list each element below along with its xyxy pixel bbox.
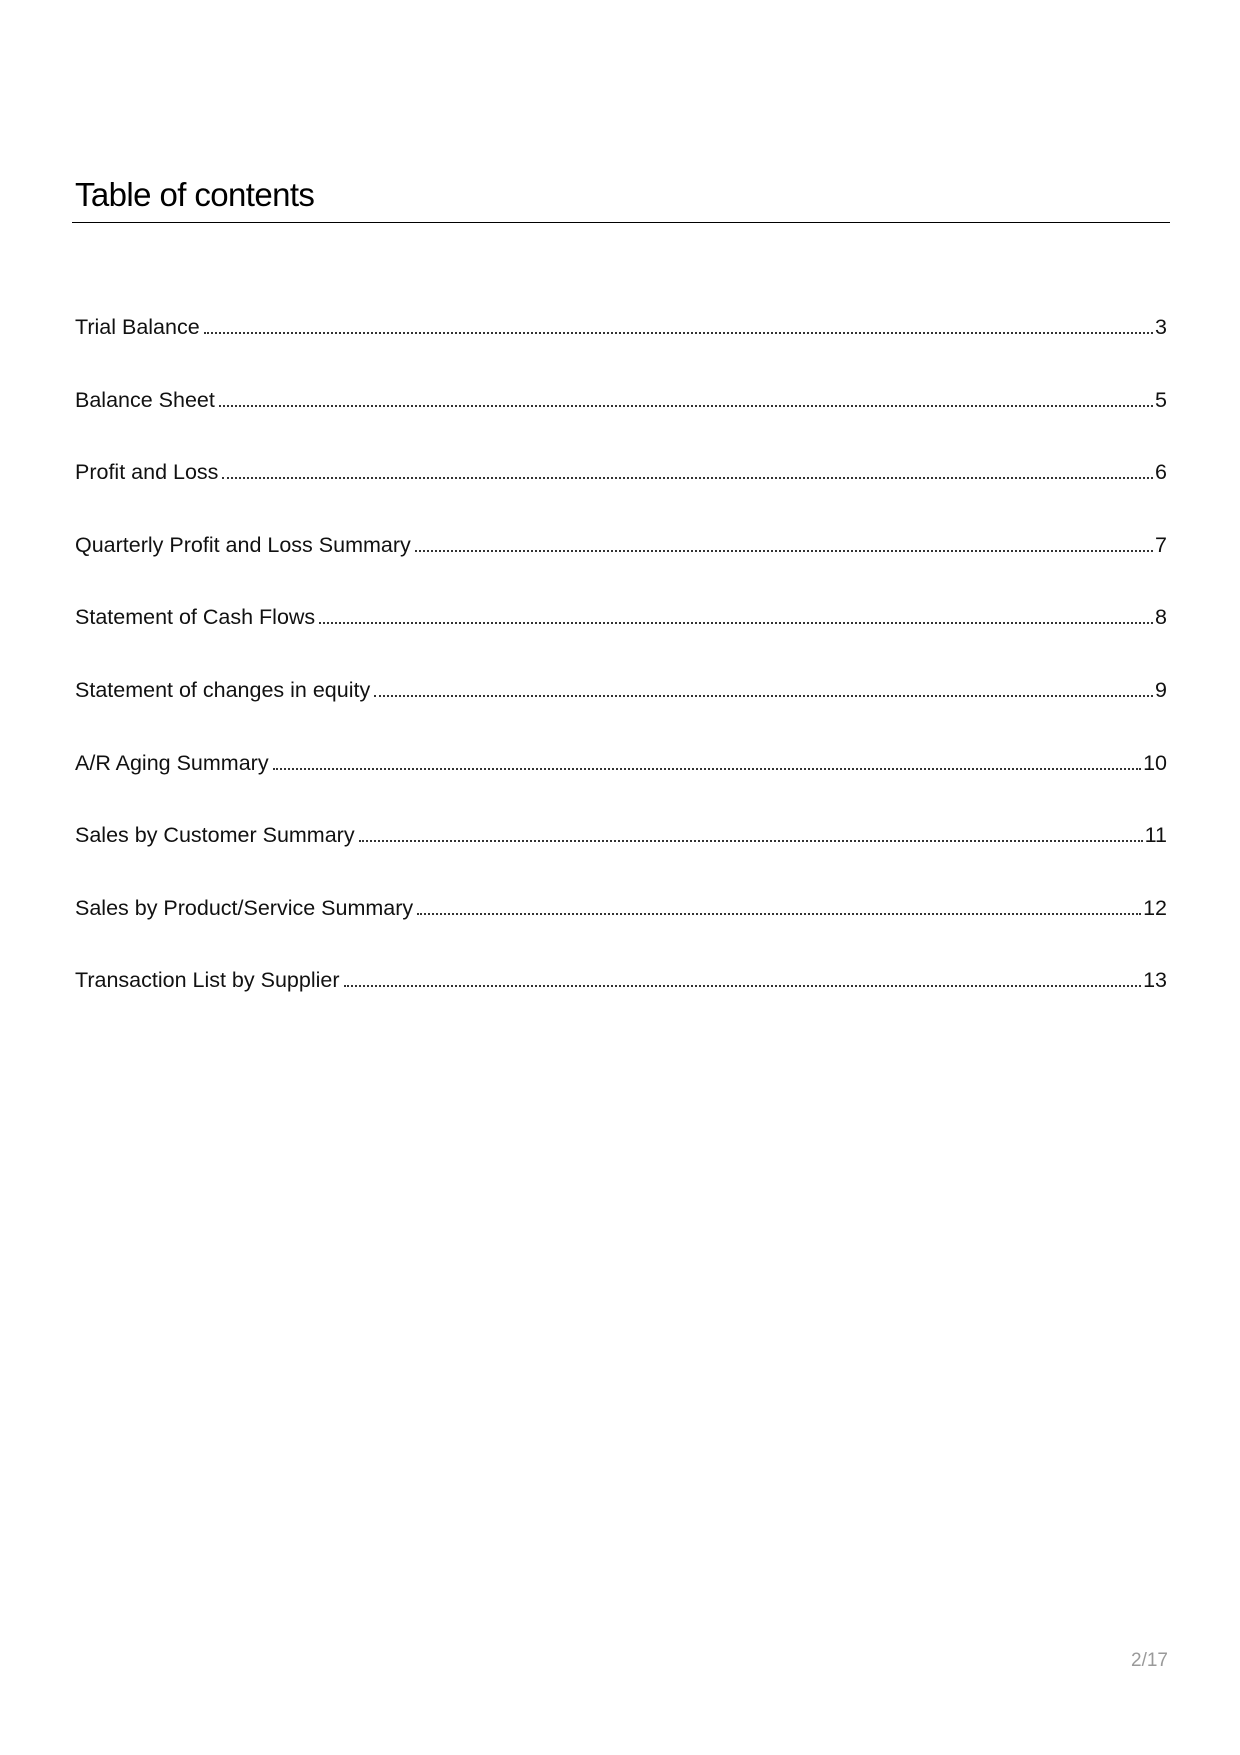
toc-dot-leader	[417, 893, 1141, 923]
toc-entry-statement-of-cash-flows[interactable]	[75, 602, 1167, 675]
toc-entry-quarterly-profit-and-loss-summary[interactable]	[75, 530, 1167, 603]
toc-entry-label: A/R Aging Summary	[75, 748, 273, 778]
toc-entry-page-number: 7	[1153, 530, 1167, 560]
toc-entry-label: Trial Balance	[75, 312, 204, 342]
toc-dot-leader	[359, 820, 1143, 850]
title-divider	[72, 222, 1170, 223]
toc-entry-page-number: 12	[1141, 893, 1167, 923]
toc-entry-page-number: 3	[1153, 312, 1167, 342]
toc-entry-profit-and-loss[interactable]	[75, 457, 1167, 530]
toc-entry-label: Statement of Cash Flows	[75, 602, 319, 632]
toc-entry-ar-aging-summary[interactable]	[75, 748, 1167, 821]
toc-dot-leader	[204, 312, 1153, 342]
toc-dot-leader	[273, 748, 1142, 778]
toc-list	[75, 312, 1167, 1038]
page-indicator: 2/17	[1131, 1650, 1168, 1671]
toc-entry-statement-of-changes-in-equity[interactable]	[75, 675, 1167, 748]
toc-entry-page-number: 8	[1153, 602, 1167, 632]
toc-entry-balance-sheet[interactable]	[75, 385, 1167, 458]
toc-dot-leader	[415, 530, 1153, 560]
toc-dot-leader	[344, 965, 1142, 995]
toc-entry-page-number: 13	[1141, 965, 1167, 995]
toc-entry-sales-by-customer-summary[interactable]	[75, 820, 1167, 893]
toc-entry-transaction-list-by-supplier[interactable]	[75, 965, 1167, 1038]
toc-dot-leader	[374, 675, 1153, 705]
toc-entry-page-number: 9	[1153, 675, 1167, 705]
page-title: Table of contents	[75, 176, 315, 213]
toc-entry-page-number: 11	[1143, 820, 1167, 850]
toc-entry-page-number: 10	[1141, 748, 1167, 778]
toc-entry-label: Statement of changes in equity	[75, 675, 374, 705]
toc-entry-label: Quarterly Profit and Loss Summary	[75, 530, 415, 560]
toc-dot-leader	[219, 385, 1153, 415]
toc-dot-leader	[319, 602, 1153, 632]
toc-entry-label: Sales by Customer Summary	[75, 820, 359, 850]
toc-entry-label: Sales by Product/Service Summary	[75, 893, 417, 923]
toc-entry-label: Profit and Loss	[75, 457, 222, 487]
toc-dot-leader	[222, 457, 1153, 487]
toc-entry-label: Transaction List by Supplier	[75, 965, 344, 995]
toc-entry-label: Balance Sheet	[75, 385, 219, 415]
toc-entry-page-number: 6	[1153, 457, 1167, 487]
toc-entry-trial-balance[interactable]	[75, 312, 1167, 385]
toc-entry-sales-by-product-service-summary[interactable]	[75, 893, 1167, 966]
toc-entry-page-number: 5	[1153, 385, 1167, 415]
